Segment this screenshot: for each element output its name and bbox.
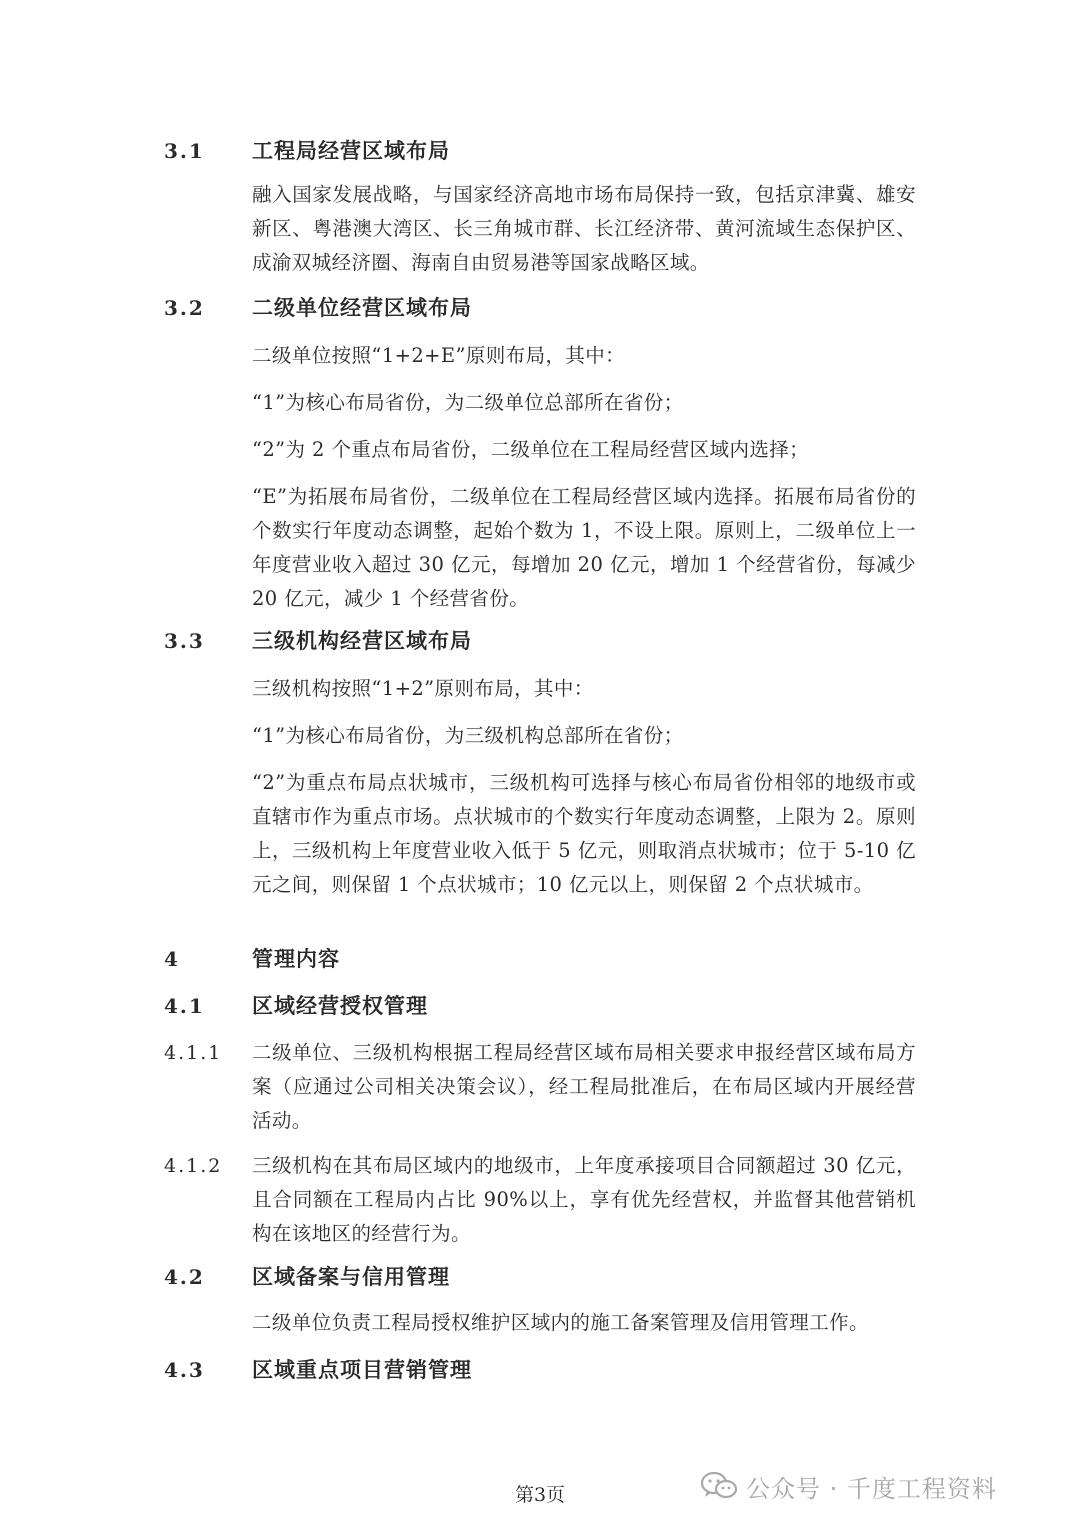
wechat-icon (700, 1471, 738, 1501)
section-3-1-heading (0, 131, 1080, 171)
section-number: 4.1 (164, 994, 205, 1018)
clause-4-1-1-number: 4.1.1 (164, 1042, 223, 1064)
section-3-2-paragraph-2: “1”为核心布局省份，为二级单位总部所在省份； (252, 391, 684, 414)
section-title: 区域重点项目营销管理 (252, 1358, 472, 1382)
section-number: 4 (164, 947, 180, 971)
watermark-text: 公众号 · 千度工程资料 (746, 1474, 997, 1503)
clause-4-1-1-text: 二级单位、三级机构根据工程局经营区域布局相关要求申报经营区域布局方案（应通过公司相关决策会议），经工程局批准后，在布局区域内开展经营活动。 (252, 1041, 916, 1132)
section-title: 工程局经营区域布局 (252, 139, 450, 163)
section-title: 区域经营授权管理 (252, 994, 428, 1018)
section-number: 3.3 (164, 629, 205, 653)
clause-4-1-2-number: 4.1.2 (164, 1155, 223, 1177)
section-4-heading (0, 939, 1080, 979)
section-title: 区域备案与信用管理 (252, 1265, 450, 1289)
section-4-2-heading (0, 1257, 1080, 1297)
section-4-2-paragraph: 二级单位负责工程局授权维护区域内的施工备案管理及信用管理工作。 (252, 1311, 869, 1334)
section-3-2-paragraph-4: “E”为拓展布局省份，二级单位在工程局经营区域内选择。拓展布局省份的个数实行年度动态调整，起始个数为 1，不设上限。原则上，二级单位上一年度营业收入超过 30 亿元，每增加 20 亿元，增加 1 个经营省份，每减少 20 亿元，减少 1 个经营省份。 (252, 485, 916, 610)
watermark (700, 1468, 997, 1504)
section-title: 二级单位经营区域布局 (252, 296, 472, 320)
section-3-3-paragraph-1: 三级机构按照“1+2”原则布局，其中： (252, 677, 594, 700)
section-number: 4.3 (164, 1358, 205, 1382)
clause-4-1-2-text: 三级机构在其布局区域内的地级市，上年度承接项目合同额超过 30 亿元，且合同额在工程局内占比 90%以上，享有优先经营权，并监督其他营销机构在该地区的经营行为。 (252, 1154, 916, 1245)
section-3-2-paragraph-3: “2”为 2 个重点布局省份，二级单位在工程局经营区域内选择； (252, 438, 810, 461)
page-number: 第3页 (514, 1484, 566, 1506)
section-number: 3.2 (164, 296, 205, 320)
section-4-3-heading (0, 1350, 1080, 1390)
section-number: 4.2 (164, 1265, 205, 1289)
section-3-2-paragraph-1: 二级单位按照“1+2+E”原则布局，其中： (252, 344, 626, 367)
section-3-3-paragraph-2: “1”为核心布局省份，为三级机构总部所在省份； (252, 724, 684, 747)
section-4-1-heading (0, 986, 1080, 1026)
section-number: 3.1 (164, 139, 205, 163)
section-3-3-heading (0, 621, 1080, 661)
section-3-1-paragraph: 融入国家发展战略，与国家经济高地市场布局保持一致，包括京津冀、雄安新区、粤港澳大湾区、长三角城市群、长江经济带、黄河流域生态保护区、成渝双城经济圈、海南自由贸易港等国家战略区域。 (252, 183, 916, 274)
section-3-2-heading (0, 288, 1080, 328)
section-title: 三级机构经营区域布局 (252, 629, 472, 653)
section-3-3-paragraph-3: “2”为重点布局点状城市，三级机构可选择与核心布局省份相邻的地级市或直辖市作为重点市场。点状城市的个数实行年度动态调整，上限为 2。原则上，三级机构上年度营业收入低于 5 亿元，则取消点状城市；位于 5-10 亿元之间，则保留 1 个点状城市；10 亿元以上，则保留 2 个点状城市。 (252, 771, 916, 896)
section-title: 管理内容 (252, 947, 340, 971)
